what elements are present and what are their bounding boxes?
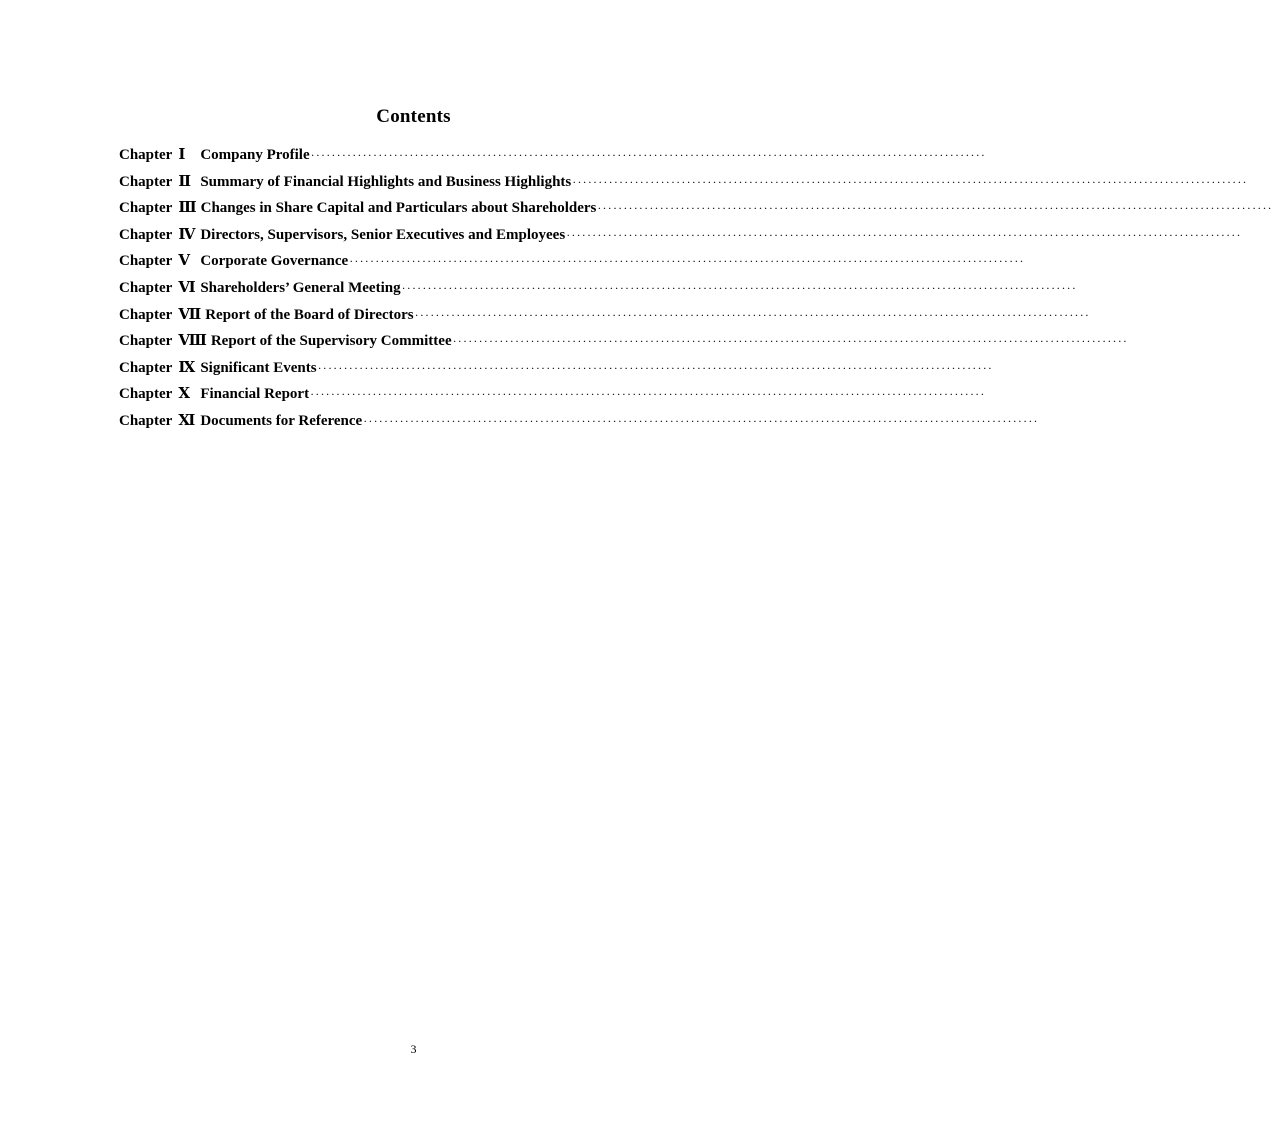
toc-entry-3: [119, 194, 707, 221]
chapter-title: Corporate Governance: [200, 253, 349, 270]
chapter-title: Financial Report: [200, 386, 310, 403]
contents-heading: Contents: [376, 106, 451, 127]
dot-leader: [453, 328, 1129, 355]
toc-entry-2: [119, 168, 707, 195]
toc-entry-7: [119, 301, 707, 328]
toc-entry-1: [119, 141, 707, 168]
dot-leader: [310, 381, 986, 408]
chapter-label: Chapter: [119, 386, 173, 403]
chapter-numeral: Ⅵ: [178, 277, 196, 296]
chapter-numeral: Ⅶ: [178, 304, 202, 323]
chapter-title: Report of the Supervisory Committee: [210, 333, 452, 350]
dot-leader: [349, 248, 1025, 275]
dot-leader: [311, 142, 987, 169]
chapter-label: Chapter: [119, 253, 173, 270]
dot-leader: [415, 302, 1091, 329]
chapter-label: Chapter: [119, 173, 173, 190]
chapter-title: Company Profile: [200, 147, 310, 163]
toc-entry-10: [119, 380, 707, 407]
chapter-title: Documents for Reference: [200, 412, 363, 429]
chapter-numeral: Ⅸ: [178, 357, 196, 376]
toc-entry-4: [119, 221, 707, 248]
chapter-label: Chapter: [119, 226, 173, 243]
toc-entry-5: [119, 247, 707, 274]
chapter-numeral: Ⅷ: [178, 331, 207, 350]
chapter-label: Chapter: [119, 147, 173, 163]
toc-entry-6: [119, 274, 707, 301]
chapter-title: Changes in Share Capital and Particulars about Shareholders: [200, 200, 597, 217]
dot-leader: [597, 195, 1273, 222]
chapter-title: Report of the Board of Directors: [205, 306, 414, 323]
chapter-numeral: Ⅲ: [178, 198, 197, 217]
chapter-title: Directors, Supervisors, Senior Executives and Employees: [200, 226, 566, 243]
chapter-label: Chapter: [119, 200, 173, 217]
chapter-label: Chapter: [119, 359, 173, 376]
page-number: 3: [410, 1042, 417, 1056]
chapter-label: Chapter: [119, 333, 173, 350]
dot-leader: [402, 275, 1078, 302]
toc-entry-8: [119, 327, 707, 354]
table-of-contents: [119, 141, 707, 434]
chapter-label: Chapter: [119, 279, 173, 296]
chapter-numeral: Ⅹ: [178, 384, 190, 403]
dot-leader: [318, 355, 994, 382]
dot-leader: [572, 169, 1248, 196]
chapter-label: Chapter: [119, 306, 173, 323]
toc-entry-9: [119, 354, 707, 381]
chapter-numeral: Ⅴ: [178, 251, 190, 270]
chapter-title: Shareholders’ General Meeting: [200, 279, 401, 296]
chapter-label: Chapter: [119, 412, 173, 429]
chapter-numeral: Ⅰ: [178, 145, 186, 163]
chapter-numeral: Ⅱ: [178, 171, 191, 190]
chapter-title: Summary of Financial Highlights and Business Highlights: [200, 173, 572, 190]
chapter-numeral: Ⅺ: [178, 410, 196, 429]
toc-entry-11: [119, 407, 707, 434]
chapter-numeral: Ⅳ: [178, 224, 196, 243]
dot-leader: [566, 222, 1242, 249]
dot-leader: [363, 408, 1039, 435]
chapter-title: Significant Events: [200, 359, 317, 376]
